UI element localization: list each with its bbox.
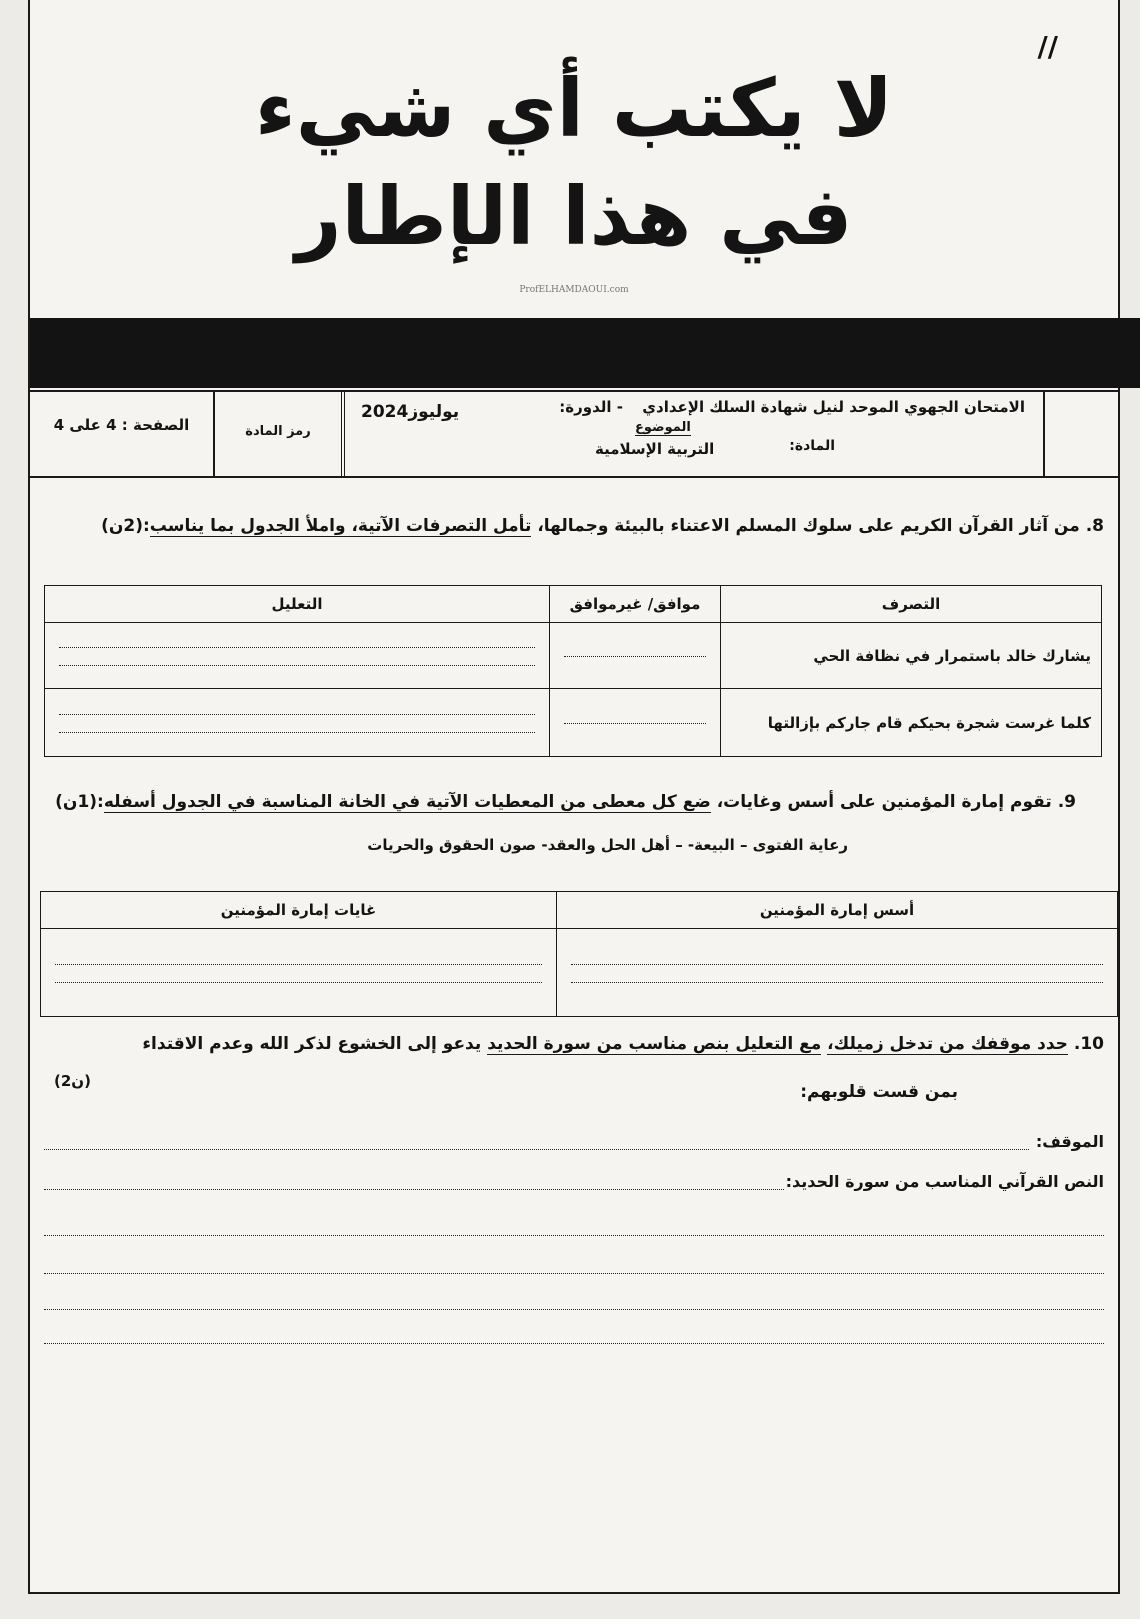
q10-score: (2ن) bbox=[54, 1072, 91, 1090]
q8-row-2-reason-answer[interactable] bbox=[45, 689, 550, 757]
q9-text-a: تقوم إمارة المؤمنين على أسس وغايات، bbox=[716, 792, 1052, 812]
answer-line[interactable] bbox=[44, 1342, 1104, 1344]
q9-table bbox=[40, 891, 1118, 1017]
table-row bbox=[45, 623, 1102, 689]
corner-mark: // bbox=[1037, 30, 1058, 63]
banner-line-1: لا يكتب أي شيء bbox=[254, 62, 894, 155]
q9-goals-answer[interactable] bbox=[41, 929, 557, 1017]
subject-code-label: رمز المادة bbox=[245, 424, 311, 439]
question-10 bbox=[142, 1034, 1104, 1054]
q8-table bbox=[44, 585, 1102, 757]
question-9 bbox=[55, 792, 1076, 812]
q8-text-a: من آثار القرآن الكريم على سلوك المسلم الاعتناء بالبيئة وجمالها، bbox=[537, 516, 1080, 536]
position-answer-line[interactable] bbox=[44, 1148, 1029, 1150]
exam-session-label: - الدورة: bbox=[559, 398, 623, 416]
quran-answer-line[interactable] bbox=[44, 1188, 784, 1190]
q9-header-goals: غايات إمارة المؤمنين bbox=[41, 892, 557, 929]
answer-line[interactable] bbox=[44, 1272, 1104, 1274]
q8-header-reason: التعليل bbox=[45, 586, 550, 623]
q10-line-2: بمن قست قلوبهم: bbox=[800, 1082, 958, 1102]
header-page-cell bbox=[30, 392, 213, 476]
q8-row-1-agree-answer[interactable] bbox=[550, 623, 721, 689]
answer-line[interactable] bbox=[44, 1308, 1104, 1310]
banner-line-2: في هذا الإطار bbox=[295, 170, 853, 263]
q10-text-b: مع التعليل بنص مناسب من سورة الحديد bbox=[487, 1034, 822, 1054]
q9-foundations-answer[interactable] bbox=[557, 929, 1118, 1017]
table-row bbox=[45, 689, 1102, 757]
q9-options: رعاية الفتوى – البيعة- – أهل الحل والعقد- صون الحقوق والحريات bbox=[367, 836, 848, 854]
q8-row-2-action: كلما غرست شجرة بحيكم قام جاركم بإزالتها bbox=[721, 689, 1102, 757]
exam-header bbox=[30, 390, 1118, 478]
subject-label: المادة: bbox=[789, 438, 835, 454]
exam-title: الامتحان الجهوي الموحد لنيل شهادة السلك الإعدادي bbox=[642, 398, 1025, 416]
q10-text-c: يدعو إلى الخشوع لذكر الله وعدم الاقتداء bbox=[142, 1034, 482, 1054]
q8-row-1-action: يشارك خالد باستمرار في نظافة الحي bbox=[721, 623, 1102, 689]
q8-score: :(2ن) bbox=[101, 516, 150, 536]
quran-text-label: النص القرآني المناسب من سورة الحديد: bbox=[785, 1172, 1104, 1191]
answer-line[interactable] bbox=[44, 1234, 1104, 1236]
q8-row-2-agree-answer[interactable] bbox=[550, 689, 721, 757]
q8-number: 8. bbox=[1085, 516, 1104, 536]
q9-score: :(1ن) bbox=[55, 792, 104, 812]
header-logo-cell bbox=[1043, 392, 1118, 476]
q9-text-b: ضع كل معطى من المعطيات الآتية في الخانة المناسبة في الجدول أسفله bbox=[103, 792, 711, 812]
table-row bbox=[41, 929, 1118, 1017]
subject-value: التربية الإسلامية bbox=[595, 440, 715, 458]
do-not-write-banner bbox=[30, 55, 1118, 271]
header-code-cell bbox=[213, 392, 341, 476]
position-label: الموقف: bbox=[1035, 1132, 1104, 1151]
q9-number: 9. bbox=[1057, 792, 1076, 812]
q8-header-action: التصرف bbox=[721, 586, 1102, 623]
q8-row-1-reason-answer[interactable] bbox=[45, 623, 550, 689]
black-bar bbox=[30, 318, 1140, 388]
q10-text-a: حدد موقفك من تدخل زميلك، bbox=[827, 1034, 1068, 1054]
watermark: ProfELHAMDAOUI.com bbox=[519, 285, 629, 295]
header-exam-cell bbox=[341, 392, 1043, 476]
q10-number: 10. bbox=[1073, 1034, 1104, 1054]
exam-page bbox=[28, 0, 1120, 1594]
exam-topic-label: الموضوع bbox=[635, 420, 691, 435]
question-8 bbox=[101, 516, 1104, 536]
exam-session-value: يوليوز2024 bbox=[361, 402, 460, 422]
q9-header-foundations: أسس إمارة المؤمنين bbox=[557, 892, 1118, 929]
q8-text-b: تأمل التصرفات الآتية، واملأ الجدول بما يناسب bbox=[149, 516, 532, 536]
page-number: الصفحة : 4 على 4 bbox=[53, 416, 190, 434]
q8-header-agree: موافق/ غيرموافق bbox=[550, 586, 721, 623]
